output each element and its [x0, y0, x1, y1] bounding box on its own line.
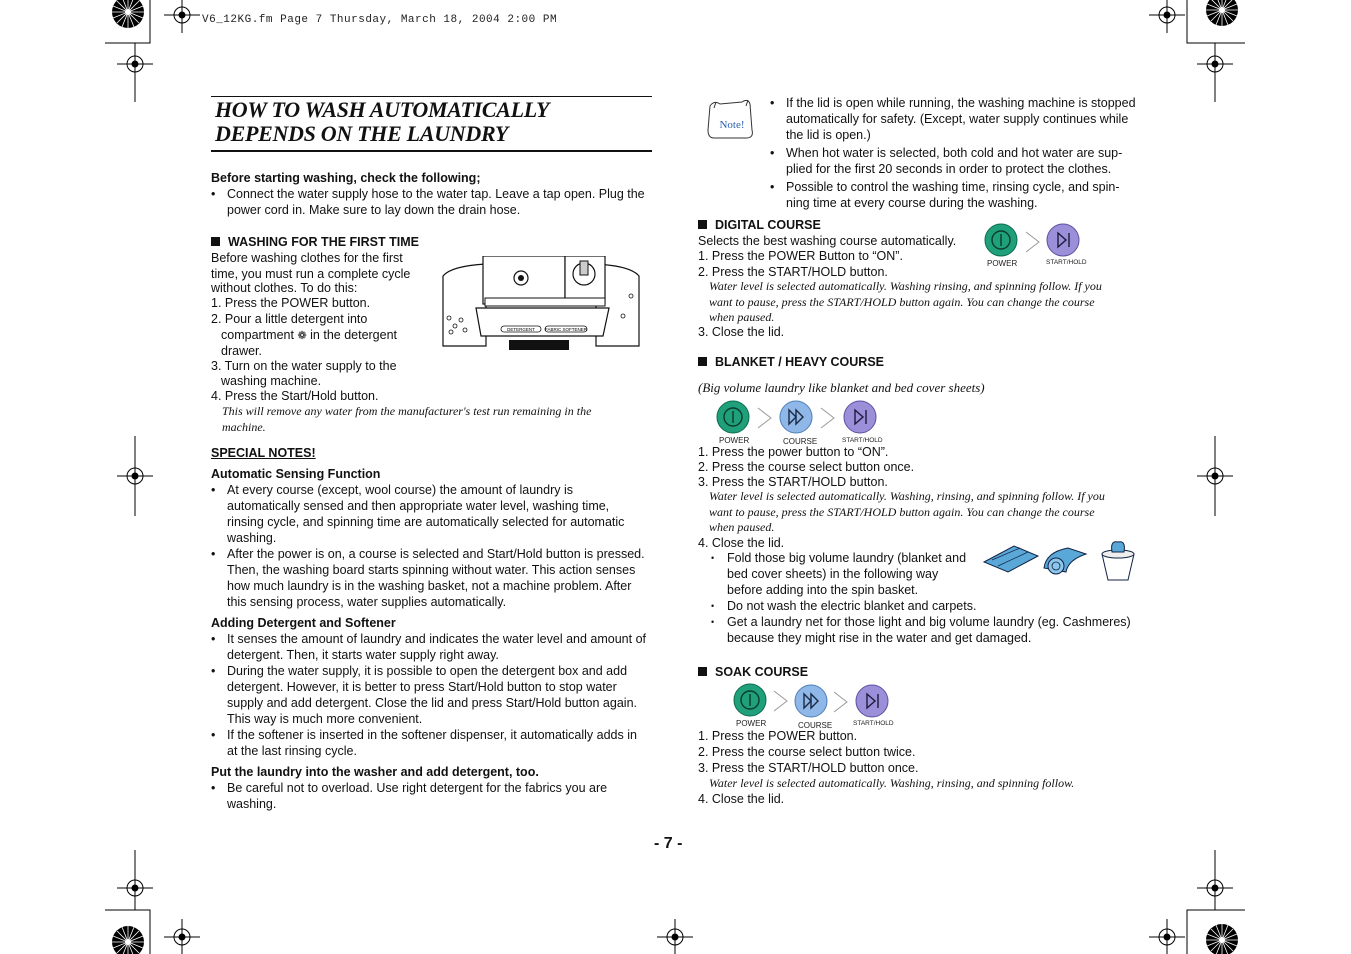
detergent-compartment-icon: ❁	[297, 330, 307, 342]
first-time-step-2: 2. Pour a little detergent into	[211, 312, 368, 326]
special-notes-heading: SPECIAL NOTES!	[211, 446, 316, 460]
soak-step-2: 2. Press the course select button twice.	[698, 745, 916, 759]
digital-line: Selects the best washing course automatically.	[698, 234, 957, 248]
digital-power-label: POWER	[987, 259, 1018, 268]
chevron-right-icon	[1024, 230, 1042, 254]
digital-note: Water level is selected automatically. Washing rinsing, and spinning follow. If you want to pause, press the START/HOLD button again. You can change the course when paused.	[709, 279, 1102, 324]
blanket-power-icon	[716, 400, 750, 434]
blanket-course-heading: BLANKET / HEAVY COURSE	[698, 354, 884, 370]
first-time-line: washing machine.	[221, 374, 322, 388]
digital-course-heading: DIGITAL COURSE	[698, 217, 821, 233]
blanket-step-4: 4. Close the lid.	[698, 536, 785, 550]
soak-power-label: POWER	[736, 719, 767, 728]
digital-step-2: 2. Press the START/HOLD button.	[698, 265, 888, 279]
auto-sensing-heading: Automatic Sensing Function	[211, 467, 381, 481]
blanket-course-icon	[779, 400, 813, 434]
detergent-heading: Adding Detergent and Softener	[211, 616, 396, 630]
first-time-line: without clothes. To do this:	[211, 281, 358, 295]
first-time-step-3: 3. Turn on the water supply to the	[211, 359, 397, 373]
title-rule-bottom	[211, 150, 652, 152]
digital-step-1: 1. Press the POWER Button to “ON”.	[698, 249, 903, 263]
digital-start-hold-icon	[1046, 223, 1080, 257]
digital-step-3: 3. Close the lid.	[698, 325, 785, 339]
first-time-line: compartment ❁ in the detergent	[221, 328, 398, 342]
soak-start-hold-label: START/HOLD	[853, 720, 894, 727]
digital-start-hold-label: START/HOLD	[1046, 259, 1087, 266]
before-heading: Before starting washing, check the following;	[211, 171, 481, 185]
first-time-note: This will remove any water from the manufacturer's test run remaining in the machine.	[222, 404, 592, 434]
blanket-subtitle: (Big volume laundry like blanket and bed cover sheets)	[698, 380, 985, 395]
blanket-start-hold-label: START/HOLD	[842, 437, 883, 444]
first-time-line: drawer.	[221, 344, 262, 358]
blanket-step-1: 1. Press the power button to “ON”.	[698, 445, 889, 459]
note-icon-label: Note!	[719, 119, 745, 131]
blanket-start-hold-icon	[843, 400, 877, 434]
soak-course-icon	[794, 684, 828, 718]
title-line-1: HOW TO WASH AUTOMATICALLY	[215, 97, 550, 122]
title-line-2: DEPENDS ON THE LAUNDRY	[215, 121, 509, 146]
soak-power-icon	[733, 683, 767, 717]
first-time-line: Before washing clothes for the first	[211, 251, 403, 265]
soak-start-hold-icon	[855, 684, 889, 718]
first-time-step-1: 1. Press the POWER button.	[211, 296, 371, 310]
page-title	[215, 98, 549, 146]
soak-step-4: 4. Close the lid.	[698, 792, 785, 806]
drawer-label-softener: FABRIC SOFTENER	[544, 327, 588, 332]
blanket-course-label: COURSE	[783, 437, 818, 446]
soak-step-3: 3. Press the START/HOLD button once.	[698, 761, 919, 775]
soak-step-1: 1. Press the POWER button.	[698, 729, 858, 743]
blanket-step-3: 3. Press the START/HOLD button.	[698, 475, 888, 489]
chevron-right-icon	[772, 689, 790, 713]
drawer-label-detergent: DETERGENT	[507, 327, 535, 332]
folded-blanket-illustration	[982, 538, 1138, 584]
note-icon	[704, 98, 756, 142]
first-time-line: time, you must run a complete cycle	[211, 267, 411, 281]
chevron-right-icon	[756, 406, 774, 430]
soak-course-label: COURSE	[798, 721, 833, 730]
blanket-power-label: POWER	[719, 436, 750, 445]
blanket-step-2: 2. Press the course select button once.	[698, 460, 915, 474]
soak-note: Water level is selected automatically. Washing, rinsing, and spinning follow.	[709, 776, 1075, 790]
soak-course-heading: SOAK COURSE	[698, 664, 808, 680]
first-time-step-4: 4. Press the Start/Hold button.	[211, 389, 379, 403]
detergent-drawer-illustration	[441, 256, 641, 350]
blanket-note: Water level is selected automatically. Washing, rinsing, and spinning follow. If you want to pause, press the START/HOLD button again. You can change the course when paused.	[709, 489, 1105, 534]
put-laundry-heading: Put the laundry into the washer and add detergent, too.	[211, 765, 539, 779]
chevron-right-icon	[819, 406, 837, 430]
first-time-heading: WASHING FOR THE FIRST TIME	[211, 234, 419, 250]
digital-power-icon	[984, 223, 1018, 257]
file-header: V6_12KG.fm Page 7 Thursday, March 18, 2004 2:00 PM	[202, 14, 558, 26]
page-number: - 7 -	[654, 835, 683, 852]
chevron-right-icon	[832, 690, 850, 714]
